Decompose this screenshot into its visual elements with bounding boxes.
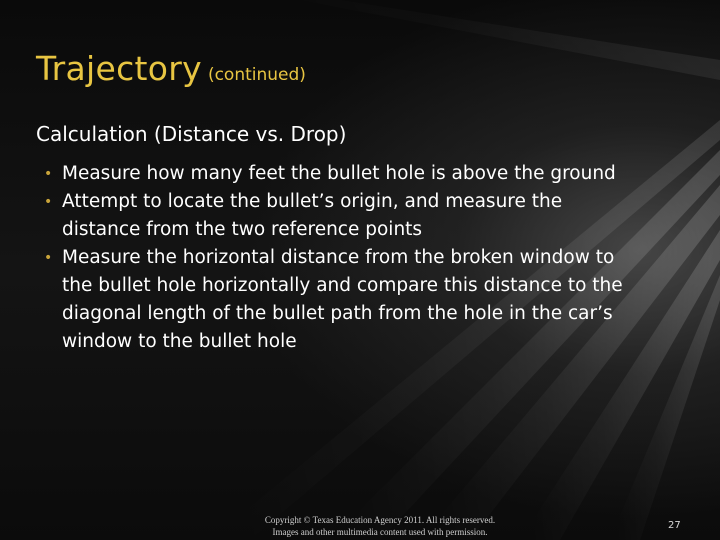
bullet-item: [44, 160, 644, 188]
permission-line: Images and other multimedia content used with permission.: [272, 527, 488, 537]
page-number: 27: [668, 520, 681, 531]
bullet-text: Attempt to locate the bullet’s origin, and measure the distance from the two reference points: [62, 191, 563, 240]
bullet-text: Measure the horizontal distance from the broken window to the bullet hole horizontally and compare this distance to the diagonal length of the bullet path from the hole in the car’s window to the bullet hole: [62, 247, 623, 352]
bullet-icon: •: [44, 166, 53, 182]
bullet-item: [44, 244, 644, 356]
bullet-icon: •: [44, 194, 53, 210]
subheading: Calculation (Distance vs. Drop): [36, 122, 347, 146]
bullet-item: [44, 188, 644, 244]
bullet-text: Measure how many feet the bullet hole is above the ground: [62, 163, 616, 184]
copyright-line: Copyright © Texas Education Agency 2011. All rights reserved.: [264, 515, 496, 525]
title-text: Trajectory: [36, 49, 202, 88]
slide-title: [36, 49, 306, 88]
bullet-icon: •: [44, 250, 53, 266]
title-suffix: (continued): [207, 65, 306, 85]
bullet-list: [44, 160, 644, 356]
copyright-footer: [220, 514, 540, 538]
